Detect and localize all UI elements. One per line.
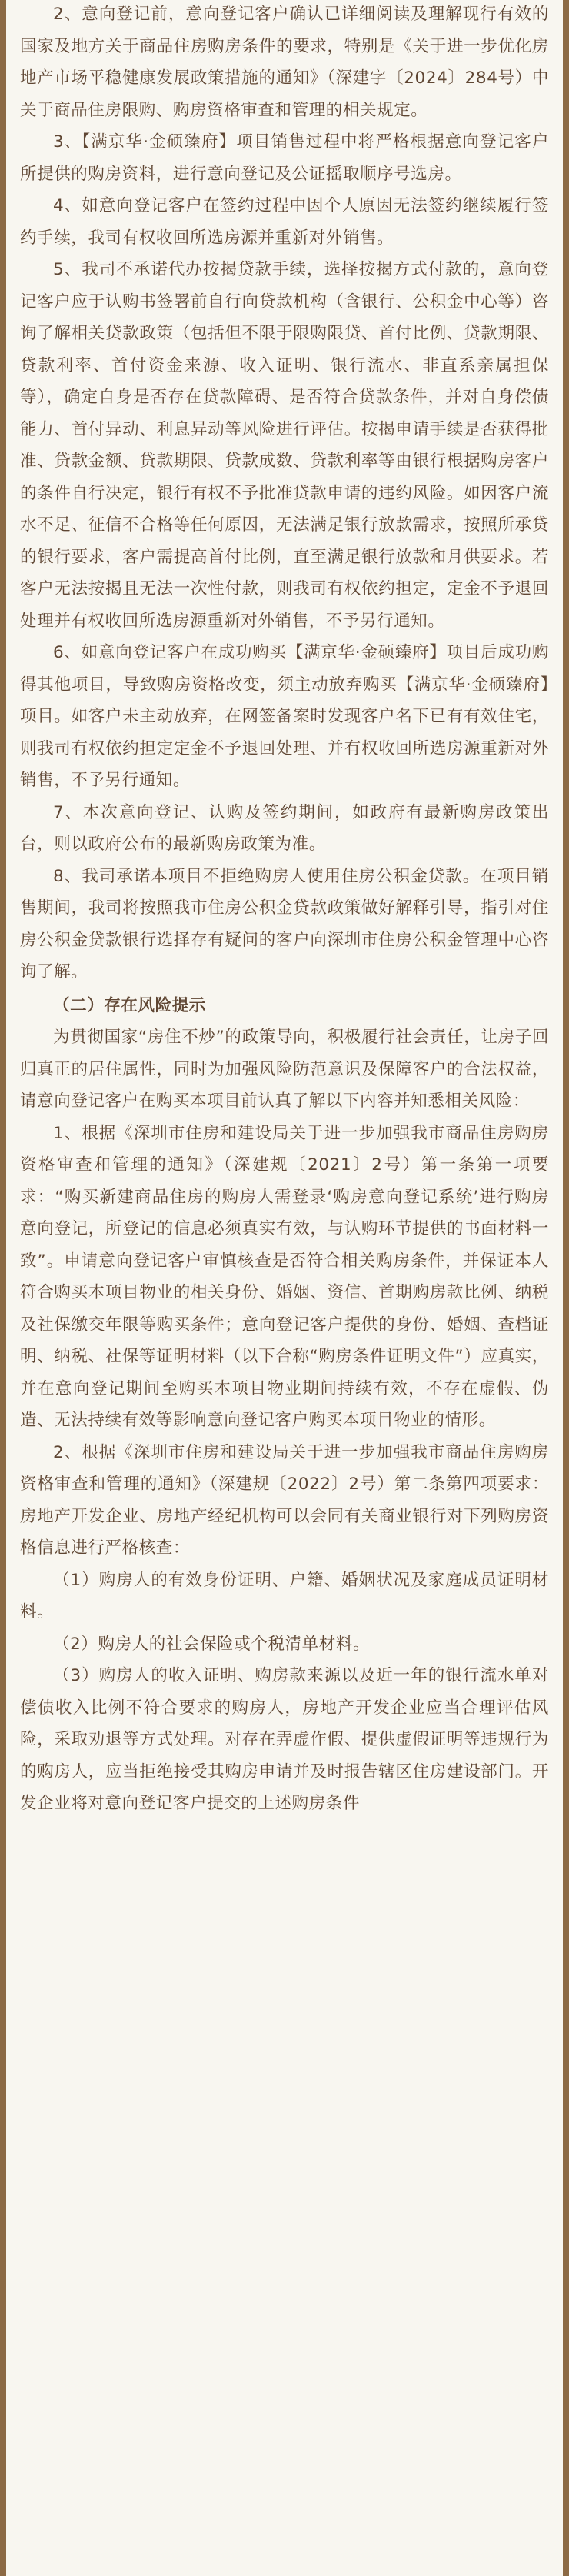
clause-2: 2、意向登记前，意向登记客户确认已详细阅读及理解现行有效的国家及地方关于商品住房购房条件的要求，特别是《关于进一步优化房地产市场平稳健康发展政策措施的通知》（深建字〔2024〕284号）中关于商品住房限购、购房资格审查和管理的相关规定。 [20,5,549,120]
risk-subitem-3: （3）购房人的收入证明、购房款来源以及近一年的银行流水单对偿债收入比例不符合要求的购房人，房地产开发企业应当合理评估风险，采取劝退等方式处理。对存在弄虚作假、提供虚假证明等违规行为的购房人，应当拒绝接受其购房申请并及时报告辖区住房建设部门。开发企业将对意向登记客户提交的上述购房条件 [20,1666,549,1813]
risk-intro: 为贯彻国家“房住不炒”的政策导向，积极履行社会责任，让房子回归真正的居住属性，同时为加强风险防范意识及保障客户的合法权益，请意向登记客户在购买本项目前认真了解以下内容并知悉相关风险： [20,1028,549,1111]
risk-subitem-2: （2）购房人的社会保险或个税清单材料。 [53,1634,371,1654]
clause-3: 3、【满京华·金硕臻府】项目销售过程中将严格根据意向登记客户所提供的购房资料，进行意向登记及公证摇取顺序号选房。 [20,132,549,184]
left-border [0,0,6,2576]
clause-8: 8、我司承诺本项目不拒绝购房人使用住房公积金贷款。在项目销售期间，我司将按照我市住房公积金贷款政策做好解释引导，指引对住房公积金贷款银行选择存有疑问的客户向深圳市住房公积金管理中心咨询了解。 [20,866,549,981]
clause-7: 7、本次意向登记、认购及签约期间，如政府有最新购房政策出台，则以政府公布的最新购房政策为准。 [20,802,549,854]
risk-item-2: 2、根据《深圳市住房和建设局关于进一步加强我市商品住房购房资格审查和管理的通知》（深建规〔2022〕2号）第二条第四项要求：房地产开发企业、房地产经纪机构可以会同有关商业银行对下列购房资格信息进行严格核查： [20,1442,549,1558]
clause-6: 6、如意向登记客户在成功购买【满京华·金硕臻府】项目后成功购得其他项目，导致购房资格改变，须主动放弃购买【满京华·金硕臻府】项目。如客户未主动放弃，在网签备案时发现客户名下已有有效住宅，则我司有权依约担定定金不予退回处理、并有权收回所选房源重新对外销售，不予另行通知。 [20,643,549,790]
right-border [563,0,569,2576]
clause-4: 4、如意向登记客户在签约过程中因个人原因无法签约继续履行签约手续，我司有权收回所选房源并重新对外销售。 [20,196,549,248]
risk-subitem-1: （1）购房人的有效身份证明、户籍、婚姻状况及家庭成员证明材料。 [20,1570,549,1621]
clause-5: 5、我司不承诺代办按揭贷款手续，选择按揭方式付款的，意向登记客户应于认购书签署前自行向贷款机构（含银行、公积金中心等）咨询了解相关贷款政策（包括但不限于限购限贷、首付比例、贷款期限、贷款利率、首付资金来源、收入证明、银行流水、非直系亲属担保等），确定自身是否存在贷款障碍、是否符合贷款条件，并对自身偿债能力、首付异动、利息异动等风险进行评估。按揭申请手续是否获得批准、贷款金额、贷款期限、贷款成数、贷款利率等由银行根据购房客户的条件自行决定，银行有权不予批准贷款申请的违约风险。如因客户流水不足、征信不合格等任何原因，无法满足银行放款需求，按照所承贷的银行要求，客户需提高首付比例，直至满足银行放款和月供要求。若客户无法按揭且无法一次性付款，则我司有权依约担定，定金不予退回处理并有权收回所选房源重新对外销售，不予另行通知。 [20,260,549,631]
risk-item-1: 1、根据《深圳市住房和建设局关于进一步加强我市商品住房购房资格审查和管理的通知》（深建规〔2021〕2号）第一条第一项要求：“购买新建商品住房的购房人需登录‘购房意向登记系统’进行购房意向登记，所登记的信息必须真实有效，与认购环节提供的书面材料一致”。申请意向登记客户审慎核查是否符合相关购房条件，并保证本人符合购买本项目物业的相关身份、婚姻、资信、首期购房款比例、纳税及社保缴交年限等购买条件；意向登记客户提供的身份、婚姻、查档证明、纳税、社保等证明材料（以下合称“购房条件证明文件”）应真实，并在意向登记期间至购买本项目物业期间持续有效，不存在虚假、伪造、无法持续有效等影响意向登记客户购买本项目物业的情形。 [20,1123,549,1430]
section-heading-risk: （二）存在风险提示 [53,995,206,1015]
document-body [20,0,549,1820]
